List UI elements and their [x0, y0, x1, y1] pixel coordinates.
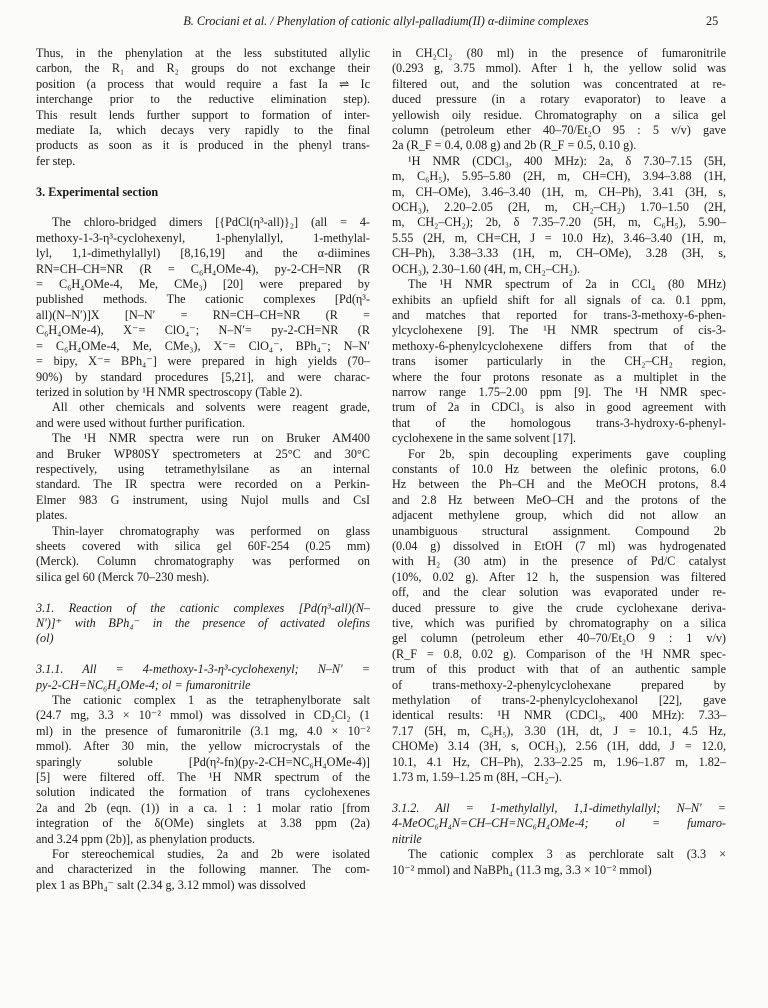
text-line: identical results: ¹H NMR (CDCl₃, 400 MHz): 7.33–	[392, 708, 726, 723]
subsection-heading-3-1-2	[392, 801, 726, 847]
text-line: 3.1. Reaction of the cationic complexes [Pd(η³-all)(N–	[36, 600, 370, 615]
paragraph-nmr-comparison	[392, 277, 726, 446]
text-line: (10%, 0.02 g). After 12 h, the suspension was filtered	[392, 569, 726, 584]
text-line: position (a process that would require a fast Ia ⇌ Ic	[36, 76, 370, 91]
text-line: fer step.	[36, 153, 76, 168]
text-line: adjacent methylene group, which did not allow an	[392, 508, 726, 523]
text-line: py-2-CH=NC₆H₄OMe-4; ol = fumaronitrile	[36, 677, 251, 692]
text-line: Hz between the Ph–CH and the MeOCH protons, 8.4	[392, 477, 726, 492]
text-line: C₆H₄OMe-4), X⁻= ClO₄⁻; N–N′= py-2-CH=NR (R	[36, 323, 370, 338]
text-line: m, CH₂–CH₂); 2b, δ 7.35–7.20 (5H, m, C₆H₅), 5.90–	[392, 215, 726, 230]
text-line: m, CH–OMe), 3.46–3.40 (1H, m, CH–Ph), 3.41 (3H, s,	[392, 184, 726, 199]
text-line: Elmer 983 G instrument, using Nujol mulls and CsI	[36, 492, 370, 507]
text-line: 7.17 (5H, m, C₆H₅), 3.30 (1H, dt, J = 10.1, 4.5 Hz,	[392, 723, 726, 738]
text-line: and matches that reported for trans-3-methoxy-6-phen-	[392, 307, 726, 322]
text-line: 90%) by standard procedures [5,21], and were charac-	[36, 369, 370, 384]
paragraph-complex-3-reaction	[392, 847, 726, 878]
text-line: mediate Ia, which decays very rapidly to the final	[36, 123, 370, 138]
text-line: (0.293 g, 3.75 mmol). After 1 h, the yellow solid was	[392, 61, 726, 76]
text-line: carbon, the R₁ and R₂ groups do not exchange their	[36, 61, 370, 76]
right-column	[392, 46, 726, 878]
text-line: that of the homologous trans-3-hydroxy-6-phenyl-	[392, 415, 726, 430]
text-line: Thin-layer chromatography was performed on glass	[52, 523, 370, 538]
text-line: exhibits an upfield shift for all signals of ca. 0.1 ppm,	[392, 292, 726, 307]
text-line: duced pressure (in a rotary evaporator) to leave a	[392, 92, 726, 107]
text-line: published methods. The cationic complexes [Pd(η³-	[36, 292, 370, 307]
text-line: Thus, in the phenylation at the less substituted allylic	[36, 46, 370, 60]
text-line: 3.1.1. All = 4-methoxy-1-3-η³-cyclohexenyl; N–N′ =	[36, 662, 370, 677]
text-line: 10.1, 4.1 Hz, CH–Ph), 2.33–2.25 m, 1.96–1.87 m, 1.82–	[392, 754, 726, 769]
text-line: nitrile	[392, 831, 422, 846]
text-line: ¹H NMR (CDCl₃, 400 MHz): 2a, δ 7.30–7.15 (5H,	[408, 153, 726, 168]
text-line: OCH₃), 2.20–2.05 (2H, m, CH₂–CH₂) 1.70–1.50 (2H,	[392, 200, 726, 215]
text-line: The chloro-bridged dimers [{PdCl(η³-all)}₂] (all = 4-	[52, 215, 370, 230]
text-line: respectively, using tetramethylsilane as an internal	[36, 461, 370, 476]
text-line: and 2.8 Hz between MeO–CH and the protons of the	[392, 492, 726, 507]
text-line: methoxy-6-phenylcyclohexene differs from that of the	[392, 338, 726, 353]
text-line: sparingly soluble [Pd(η²-fn)(py-2-CH=NC₆H₄OMe-4)]	[36, 754, 370, 769]
text-line: 5.55 (2H, m, CH=CH, J = 10.0 Hz), 3.46–3.40 (1H, m,	[392, 230, 726, 245]
text-line: tive, which was purified by chromatography on a silica	[392, 616, 726, 631]
text-line: ylcyclohexene [9]. The ¹H NMR spectrum of cis-3-	[392, 323, 726, 338]
paragraph-complex-1-reaction	[36, 693, 370, 847]
left-column	[36, 46, 370, 893]
text-line: N′)]⁺ with BPh₄⁻ in the presence of activated olefins	[36, 615, 370, 630]
text-line: methoxy-1-3-η³-cyclohexenyl, 1-phenylallyl, 1-methylal-	[36, 230, 370, 245]
text-line: ml) in the presence of fumaronitrile (3.1 mg, 4.0 × 10⁻²	[36, 723, 370, 738]
text-line: all)(N–N′)]X [N–N′ = RN=CH–CH=NR (R =	[36, 307, 370, 322]
text-line: OCH₃), 2.30–1.60 (4H, m, CH₂–CH₂).	[392, 261, 581, 276]
text-line: (R_F = 0.8, 0.02 g). Comparison of the ¹H NMR spec-	[392, 646, 726, 661]
text-line: and characterized in the following manner. The com-	[36, 862, 370, 877]
text-line: products as soon as it is produced in the phenyl trans-	[36, 138, 370, 153]
paragraph-spin-decoupling	[392, 447, 726, 786]
text-line: methylation of trans-2-phenylcyclohexanol [22], gave	[392, 693, 726, 708]
text-line: For stereochemical studies, 2a and 2b were isolated	[52, 847, 370, 862]
text-line: The cationic complex 3 as perchlorate salt (3.3 ×	[408, 847, 726, 862]
text-line: column (petroleum ether 40–70/Et₂O 95 : 5 v/v) gave	[392, 123, 726, 138]
text-line: (0.04 g) dissolved in EtOH (7 ml) was hydrogenated	[392, 539, 726, 553]
text-line: standard. The IR spectra were recorded on a Perkin-	[36, 477, 370, 492]
text-line: integration of the δ(OMe) singlets at 3.38 ppm (2a)	[36, 816, 370, 831]
text-line: gel column (petroleum ether 40–70/Et₂O 9 : 1 v/v)	[392, 631, 726, 646]
text-line: and 3.24 ppm (2b)], as phenylation products.	[36, 831, 255, 846]
text-line: 10⁻² mmol) and NaBPh₄ (11.3 mg, 3.3 × 10⁻² mmol)	[392, 862, 652, 877]
text-line: m, C₆H₅), 5.95–5.80 (2H, m, CH=CH), 3.94–3.88 (1H,	[392, 169, 726, 184]
text-line: plex 1 as BPh₄⁻ salt (2.34 g, 3.12 mmol) was dissolved	[36, 877, 306, 892]
text-line: [5] were filtered off. The ¹H NMR spectrum of the	[36, 770, 370, 785]
text-line: 2a and 2b (eqn. (1)) in a ca. 1 : 1 molar ratio [from	[36, 800, 370, 815]
text-line: silica gel 60 (Merck 70–230 mesh).	[36, 569, 210, 584]
text-line: where the four protons resonate as a multiplet in the	[392, 369, 726, 384]
text-line: trans isomer particularly in the CH₂–CH₂ region,	[392, 354, 726, 369]
text-line: terized in solution by ¹H NMR spectroscopy (Table 2).	[36, 384, 303, 399]
paragraph-reagents	[36, 400, 370, 431]
text-line: and were used without further purification.	[36, 415, 246, 430]
text-line: The ¹H NMR spectra were run on Bruker AM400	[52, 431, 370, 446]
text-line: RN=CH–CH=NR (R = C₆H₄OMe-4), py-2-CH=NR (R	[36, 261, 370, 276]
text-line: interchange prior to the reductive elimination step).	[36, 92, 370, 107]
text-line: narrow range 1.75–2.00 ppm [9]. The ¹H NMR spec-	[392, 384, 726, 399]
text-line: = C₆H₄OMe-4, Me, CMe₃), X⁻= ClO₄⁻, BPh₄⁻; N–N′	[36, 338, 370, 353]
text-line: = bipy, X⁻= BPh₄⁻] were prepared in high yields (70–	[36, 354, 370, 369]
text-line: constants of 10.0 Hz between the olefinic protons, 6.0	[392, 461, 726, 476]
text-line: of trans-methoxy-2-phenylcyclohexane prepared by	[392, 677, 726, 692]
paragraph-nmr-ir	[36, 431, 370, 523]
text-line: = C₆H₄OMe-4, Me, CMe₃) [20] were prepared by	[36, 277, 370, 292]
text-line: in CH₂Cl₂ (80 ml) in the presence of fumaronitrile	[392, 46, 726, 60]
text-line: The cationic complex 1 as the tetraphenylborate salt	[52, 693, 370, 707]
running-head: B. Crociani et al. / Phenylation of cationic allyl-palladium(II) α-diimine complexes	[183, 14, 589, 28]
text-line: 3.1.2. All = 1-methylallyl, 1,1-dimethylallyl; N–N′ =	[392, 800, 726, 815]
text-line: trum of this product with that of an authentic sample	[392, 662, 726, 677]
text-line: and Bruker WP80SY spectrometers at 25°C and 30°C	[36, 446, 370, 461]
text-line: 1.73 m, 1.59–1.25 m (8H, –CH₂–).	[392, 770, 562, 785]
page-number: 25	[706, 14, 719, 28]
text-line: (Merck). Column chromatography was performed on	[36, 554, 370, 569]
text-line: For 2b, spin decoupling experiments gave coupling	[408, 446, 726, 461]
paragraph-chromatography	[36, 524, 370, 586]
subsection-heading-3-1-1	[36, 662, 370, 693]
paragraph-starting-materials	[36, 215, 370, 400]
text-line: plates.	[36, 508, 68, 523]
section-heading: 3. Experimental section	[36, 184, 159, 199]
text-line: All other chemicals and solvents were reagent grade,	[52, 400, 370, 415]
text-line: with H₂ (30 atm) in the presence of Pd/C catalyst	[392, 554, 726, 569]
text-line: filtered out, and the solution was concentrated at re-	[392, 76, 726, 91]
text-line: mmol). After 30 min, the yellow microcrystals of the	[36, 739, 370, 754]
text-line: off, and the clear solution was evaporated under re-	[392, 585, 726, 600]
text-line: trum of 2a in CDCl₃ is also in good agreement with	[392, 400, 726, 415]
paragraph-phenylation-discussion	[36, 46, 370, 169]
text-line: yellowish oily residue. Chromatography on a silica gel	[392, 107, 726, 122]
text-line: lyl, 1,1-dimethylallyl) [8,16,19] and the α-diimines	[36, 246, 370, 261]
text-line: 4-MeOC₆H₄N=CH–CH=NC₆H₄OMe-4; ol = fumaro-	[392, 816, 726, 831]
text-line: (ol)	[36, 631, 54, 646]
text-line: CHOMe) 3.14 (3H, s, OCH₃), 2.56 (1H, ddd, J = 12.0,	[392, 739, 726, 754]
text-line: solution indicated the formation of trans cyclohexenes	[36, 785, 370, 800]
text-line: (24.7 mg, 3.3 × 10⁻² mmol) was dissolved in CD₂Cl₂ (1	[36, 708, 370, 723]
text-line: The ¹H NMR spectrum of 2a in CCl₄ (80 MHz)	[408, 277, 726, 292]
text-line: cyclohexene in the same solvent [17].	[392, 431, 577, 446]
text-line: CH–Ph), 3.38–3.33 (1H, m, CH–OMe), 3.28 (3H, s,	[392, 246, 726, 261]
text-line: duced pressure to give the crude cyclohexane deriva-	[392, 600, 726, 615]
text-line: 2a (R_F = 0.4, 0.08 g) and 2b (R_F = 0.5, 0.10 g).	[392, 138, 637, 153]
paragraph-nmr-data	[392, 154, 726, 277]
paragraph-stereochemical-studies	[36, 847, 370, 893]
text-line: sheets covered with silica gel 60F-254 (0.25 mm)	[36, 538, 370, 553]
subsection-heading-3-1	[36, 601, 370, 647]
text-line: This result lends further support to formation of inter-	[36, 107, 370, 122]
paragraph-isolation	[392, 46, 726, 154]
text-line: unambiguous structural assignment. Compound 2b	[392, 523, 726, 538]
